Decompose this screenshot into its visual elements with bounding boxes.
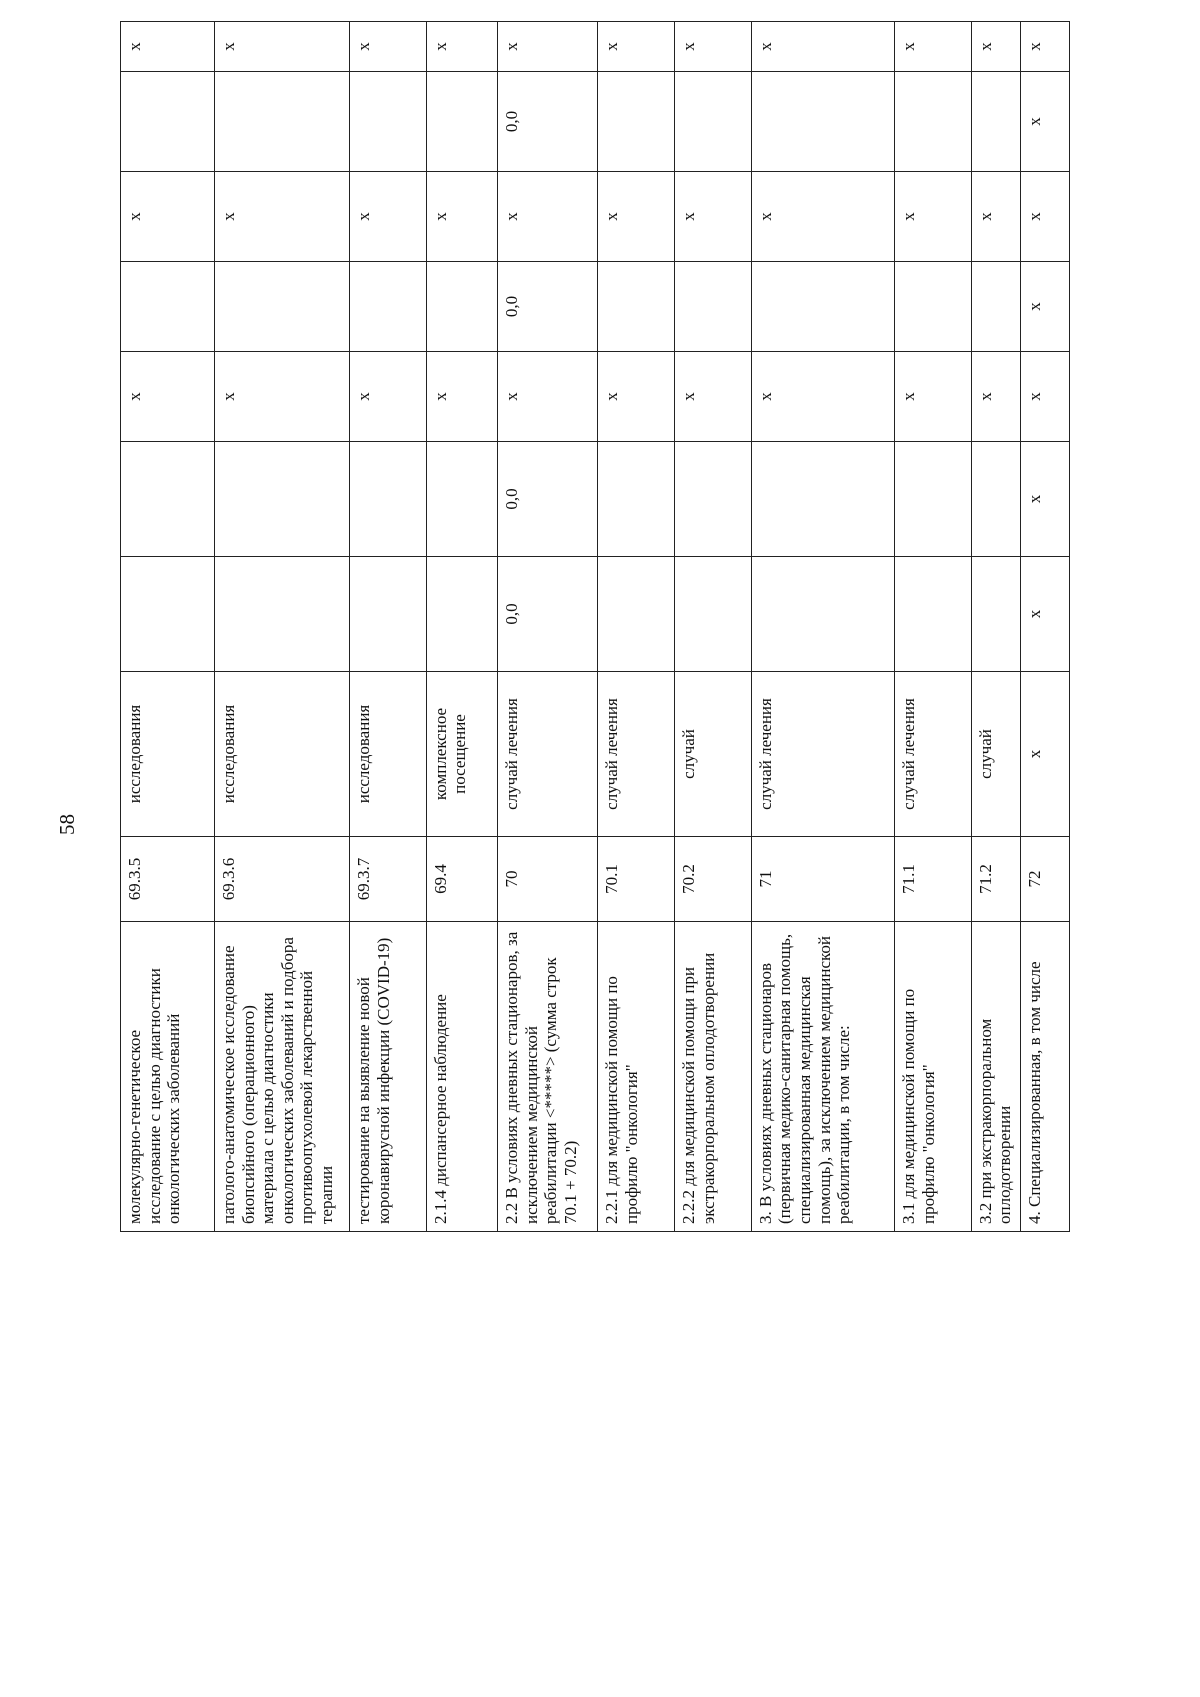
value-cell-c3: x bbox=[1020, 352, 1069, 442]
value-cell-c3: x bbox=[350, 352, 427, 442]
value-cell-c3: x bbox=[751, 352, 894, 442]
row-code-cell: 69.4 bbox=[426, 837, 498, 922]
row-code-cell: 71 bbox=[751, 837, 894, 922]
row-unit-cell: случай лечения bbox=[498, 672, 598, 837]
row-name-cell: 3. В условиях дневных стационаров (первичная медико-санитарная помощь, специализированная медицинская помощь), за исключением медицинской реабилитации, в том числе: bbox=[751, 922, 894, 1232]
row-name-cell: 2.2.2 для медицинской помощи при экстракорпоральном оплодотворении bbox=[675, 922, 752, 1232]
row-unit-cell: случай лечения bbox=[895, 672, 972, 837]
row-name-cell: 2.2.1 для медицинской помощи по профилю "онкология" bbox=[598, 922, 675, 1232]
value-cell-c5: x bbox=[971, 172, 1020, 262]
table-row bbox=[675, 22, 752, 1232]
value-cell-c3: x bbox=[121, 352, 215, 442]
value-cell-c2: x bbox=[1020, 442, 1069, 557]
table-container bbox=[120, 42, 1070, 1232]
value-cell-c7: x bbox=[895, 22, 972, 72]
value-cell-c3: x bbox=[895, 352, 972, 442]
value-cell-c7: x bbox=[121, 22, 215, 72]
value-cell-c4: x bbox=[1020, 262, 1069, 352]
value-cell-c7: x bbox=[751, 22, 894, 72]
value-cell-c5: x bbox=[1020, 172, 1069, 262]
value-cell-c4 bbox=[598, 262, 675, 352]
table-row bbox=[498, 22, 598, 1232]
row-name-cell: 3.2 при экстракорпоральном оплодотворении bbox=[971, 922, 1020, 1232]
value-cell-c3: x bbox=[598, 352, 675, 442]
value-cell-c2 bbox=[675, 442, 752, 557]
value-cell-c2 bbox=[215, 442, 350, 557]
row-name-cell: 3.1 для медицинской помощи по профилю "онкология" bbox=[895, 922, 972, 1232]
value-cell-c5: x bbox=[121, 172, 215, 262]
row-code-cell: 69.3.5 bbox=[121, 837, 215, 922]
value-cell-c4 bbox=[675, 262, 752, 352]
table-row bbox=[215, 22, 350, 1232]
row-name-cell: тестирование на выявление новой коронавирусной инфекции (COVID-19) bbox=[350, 922, 427, 1232]
value-cell-c1 bbox=[751, 557, 894, 672]
value-cell-c3: x bbox=[498, 352, 598, 442]
value-cell-c2 bbox=[426, 442, 498, 557]
value-cell-c6 bbox=[751, 72, 894, 172]
value-cell-c7: x bbox=[675, 22, 752, 72]
row-unit-cell: исследования bbox=[350, 672, 427, 837]
value-cell-c6 bbox=[895, 72, 972, 172]
value-cell-c2 bbox=[895, 442, 972, 557]
value-cell-c4: 0,0 bbox=[498, 262, 598, 352]
value-cell-c3: x bbox=[215, 352, 350, 442]
value-cell-c3: x bbox=[971, 352, 1020, 442]
table-row bbox=[598, 22, 675, 1232]
row-code-cell: 70.1 bbox=[598, 837, 675, 922]
value-cell-c1 bbox=[215, 557, 350, 672]
row-code-cell: 69.3.6 bbox=[215, 837, 350, 922]
value-cell-c1 bbox=[350, 557, 427, 672]
row-unit-cell: случай bbox=[971, 672, 1020, 837]
row-unit-cell: исследования bbox=[215, 672, 350, 837]
value-cell-c2 bbox=[598, 442, 675, 557]
row-name-cell: 4. Специализированная, в том числе bbox=[1020, 922, 1069, 1232]
value-cell-c6 bbox=[426, 72, 498, 172]
value-cell-c5: x bbox=[215, 172, 350, 262]
value-cell-c4 bbox=[215, 262, 350, 352]
value-cell-c7: x bbox=[215, 22, 350, 72]
value-cell-c4 bbox=[895, 262, 972, 352]
value-cell-c3: x bbox=[426, 352, 498, 442]
value-cell-c5: x bbox=[498, 172, 598, 262]
value-cell-c7: x bbox=[350, 22, 427, 72]
table-row bbox=[1020, 22, 1069, 1232]
value-cell-c1 bbox=[971, 557, 1020, 672]
table-row bbox=[426, 22, 498, 1232]
data-table bbox=[120, 21, 1070, 1232]
page-number: 58 bbox=[55, 814, 79, 835]
value-cell-c4 bbox=[350, 262, 427, 352]
value-cell-c2 bbox=[350, 442, 427, 557]
value-cell-c1: x bbox=[1020, 557, 1069, 672]
row-code-cell: 70 bbox=[498, 837, 598, 922]
row-code-cell: 71.2 bbox=[971, 837, 1020, 922]
row-name-cell: 2.2 В условиях дневных стационаров, за исключением медицинской реабилитации <*****> (сумма строк 70.1 + 70.2) bbox=[498, 922, 598, 1232]
row-code-cell: 72 bbox=[1020, 837, 1069, 922]
row-unit-cell: комплексное посещение bbox=[426, 672, 498, 837]
value-cell-c5: x bbox=[426, 172, 498, 262]
value-cell-c5: x bbox=[895, 172, 972, 262]
value-cell-c7: x bbox=[426, 22, 498, 72]
value-cell-c6: x bbox=[1020, 72, 1069, 172]
row-unit-cell: случай лечения bbox=[751, 672, 894, 837]
value-cell-c1 bbox=[895, 557, 972, 672]
table-row bbox=[121, 22, 215, 1232]
row-name-cell: патолого-анатомическое исследование биопсийного (операционного) материала с целью диагностики онкологических заболеваний и подбора противоопухолевой лекарственной терапии bbox=[215, 922, 350, 1232]
value-cell-c4 bbox=[751, 262, 894, 352]
value-cell-c5: x bbox=[751, 172, 894, 262]
value-cell-c2 bbox=[121, 442, 215, 557]
value-cell-c7: x bbox=[598, 22, 675, 72]
value-cell-c2: 0,0 bbox=[498, 442, 598, 557]
value-cell-c1 bbox=[426, 557, 498, 672]
value-cell-c6 bbox=[675, 72, 752, 172]
row-unit-cell: случай bbox=[675, 672, 752, 837]
value-cell-c5: x bbox=[598, 172, 675, 262]
row-name-cell: 2.1.4 диспансерное наблюдение bbox=[426, 922, 498, 1232]
row-unit-cell: случай лечения bbox=[598, 672, 675, 837]
value-cell-c1 bbox=[675, 557, 752, 672]
value-cell-c5: x bbox=[350, 172, 427, 262]
value-cell-c1 bbox=[598, 557, 675, 672]
row-code-cell: 70.2 bbox=[675, 837, 752, 922]
value-cell-c6 bbox=[971, 72, 1020, 172]
table-row bbox=[971, 22, 1020, 1232]
row-unit-cell: x bbox=[1020, 672, 1069, 837]
row-unit-cell: исследования bbox=[121, 672, 215, 837]
table-row bbox=[751, 22, 894, 1232]
row-name-cell: молекулярно-генетическое исследование с целью диагностики онкологических заболеваний bbox=[121, 922, 215, 1232]
value-cell-c2 bbox=[751, 442, 894, 557]
value-cell-c6 bbox=[350, 72, 427, 172]
row-code-cell: 71.1 bbox=[895, 837, 972, 922]
table-row bbox=[895, 22, 972, 1232]
value-cell-c6 bbox=[121, 72, 215, 172]
value-cell-c6 bbox=[215, 72, 350, 172]
value-cell-c4 bbox=[121, 262, 215, 352]
value-cell-c6 bbox=[598, 72, 675, 172]
table-row bbox=[350, 22, 427, 1232]
value-cell-c3: x bbox=[675, 352, 752, 442]
value-cell-c4 bbox=[426, 262, 498, 352]
value-cell-c1 bbox=[121, 557, 215, 672]
value-cell-c4 bbox=[971, 262, 1020, 352]
value-cell-c7: x bbox=[498, 22, 598, 72]
value-cell-c6: 0,0 bbox=[498, 72, 598, 172]
value-cell-c7: x bbox=[1020, 22, 1069, 72]
value-cell-c5: x bbox=[675, 172, 752, 262]
value-cell-c2 bbox=[971, 442, 1020, 557]
value-cell-c1: 0,0 bbox=[498, 557, 598, 672]
row-code-cell: 69.3.7 bbox=[350, 837, 427, 922]
value-cell-c7: x bbox=[971, 22, 1020, 72]
